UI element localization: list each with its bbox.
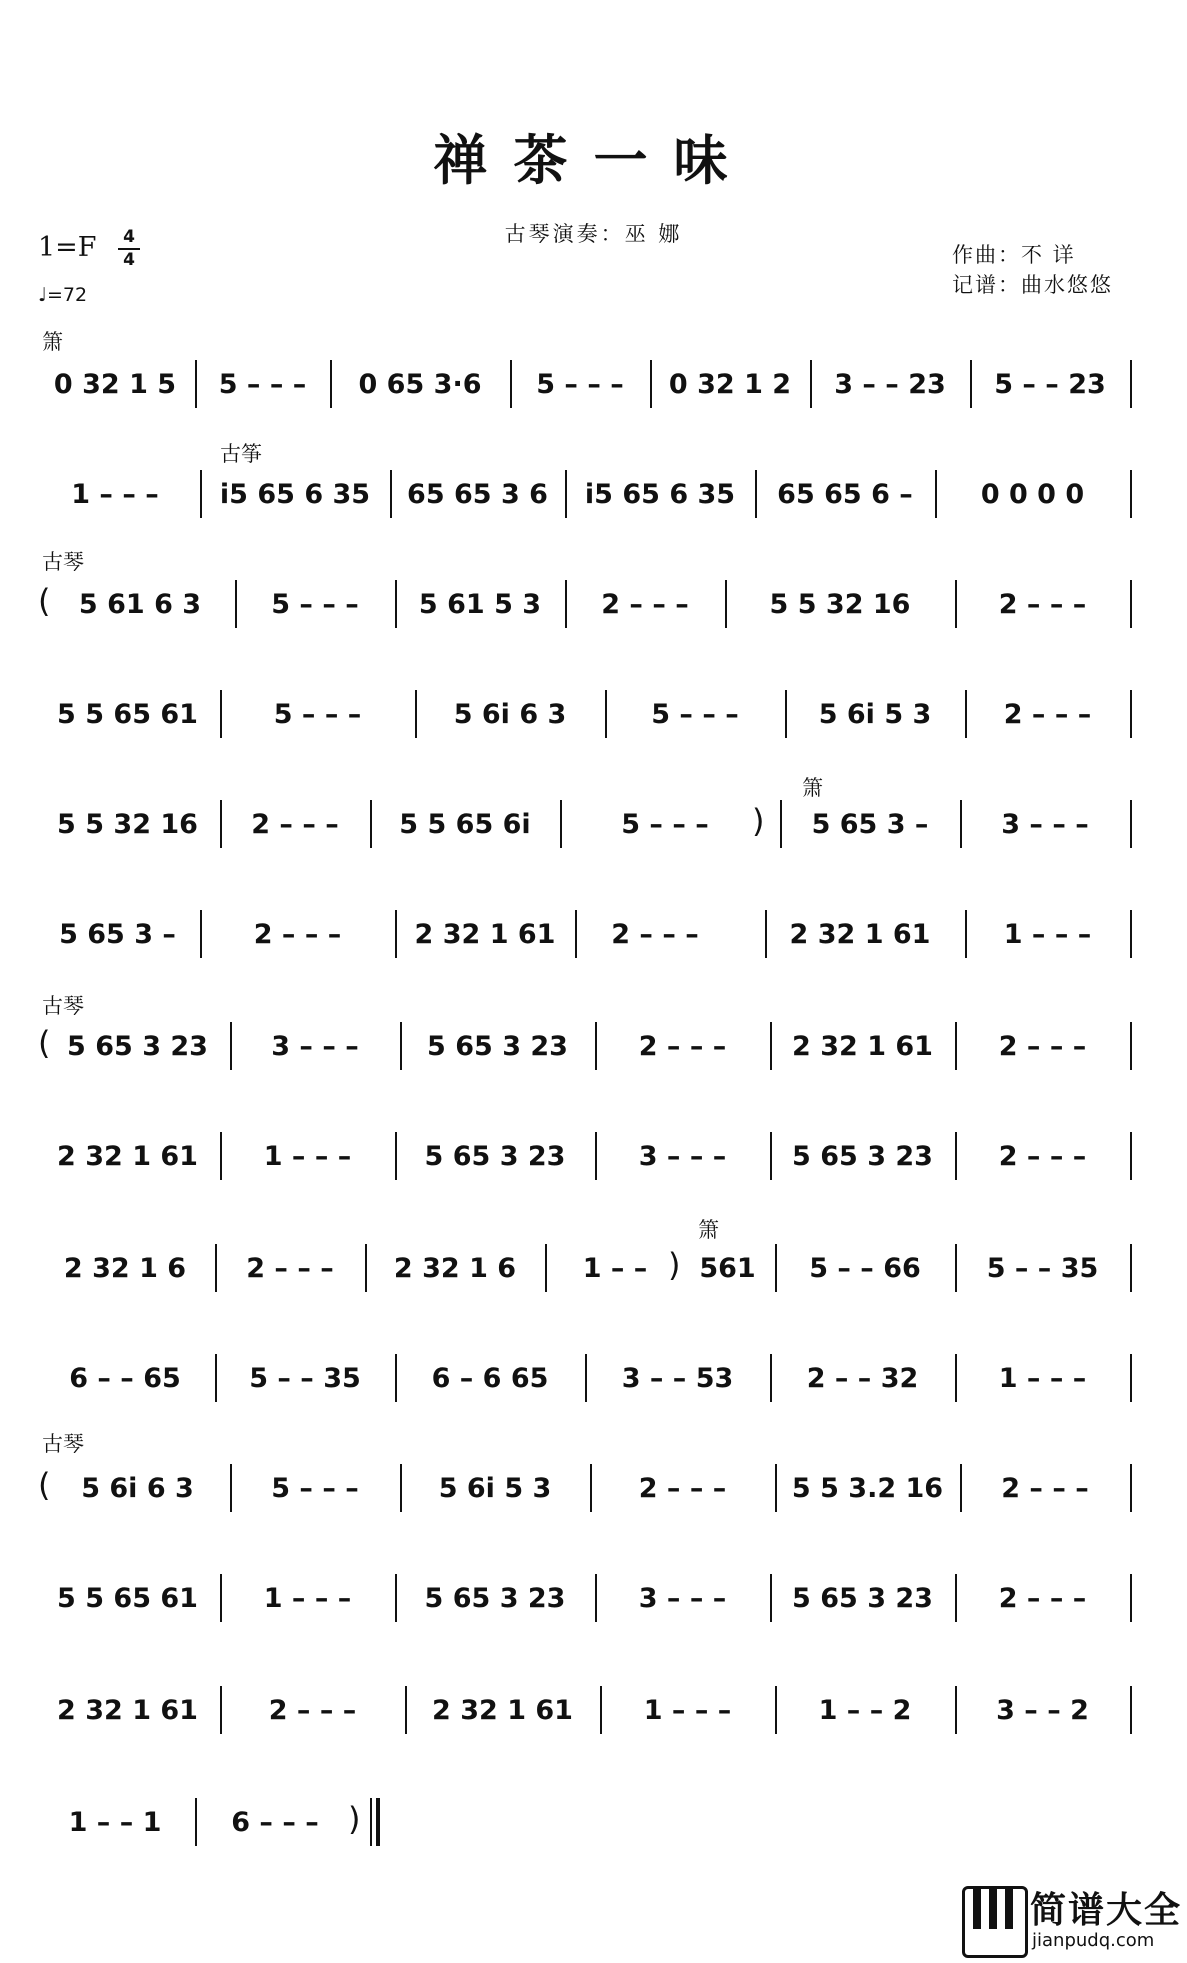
barline [965,910,967,958]
measure: 5 – – 23 [994,368,1106,400]
barline [395,910,397,958]
barline [810,360,812,408]
measure: 1 – – 1 [68,1806,162,1838]
barline [235,580,237,628]
instrument-label-xiao: 箫 [698,1218,719,1242]
barline [575,910,577,958]
measure: 1 – – – [998,1362,1087,1394]
measure: 5 6i 5 3 [438,1472,552,1504]
measure: i5 65 6 35 [219,478,371,510]
measure: 5 65 3 23 [427,1030,568,1062]
barline [775,1244,777,1292]
time-signature [118,228,140,270]
measure: 2 – – – [638,1472,727,1504]
music-row-6 [40,904,1140,964]
measure: 6 – – – [231,1806,319,1838]
meter-top: 4 [123,227,135,247]
barline [775,1686,777,1734]
measure: 2 32 1 61 [789,918,931,950]
measure: 1 – – 2 [818,1694,912,1726]
open-parenthesis: ( [38,582,51,620]
barline [765,910,767,958]
page-title: 禅茶一味 [433,128,754,192]
barline [770,1022,772,1070]
measure: 5 – – – [273,698,362,730]
measure: 5 – – 66 [809,1252,921,1284]
measure: 3 – – – [271,1030,359,1062]
barline [955,1244,957,1292]
barline [330,360,332,408]
close-parenthesis: ) [668,1246,681,1284]
barline [200,910,202,958]
barline [1130,1574,1132,1622]
barline [955,1132,957,1180]
measure: 0 0 0 0 [980,478,1085,510]
tempo-marking: ♩=72 [38,284,88,306]
barline [955,1686,957,1734]
instrument-label-guqin: 古琴 [42,550,84,574]
barline [220,1574,222,1622]
measure: 6 – 6 65 [431,1362,549,1394]
barline [195,360,197,408]
music-row-2 [40,464,1140,524]
measure: 5 – – – [271,1472,359,1504]
measure: 2 – – – [998,1140,1087,1172]
barline [1130,580,1132,628]
barline [770,1132,772,1180]
site-watermark [962,1880,1184,1960]
barline [595,1132,597,1180]
measure: 5 65 3 23 [792,1582,933,1614]
measure: 5 – – – [271,588,359,620]
barline [595,1022,597,1070]
instrument-label-xiao: 箫 [42,330,63,354]
piano-keys-icon [962,1886,1028,1958]
measure: 1 – – – [263,1140,352,1172]
measure: 2 32 1 61 [792,1030,933,1062]
measure: 5 65 3 – [59,918,176,950]
barline [1130,910,1132,958]
barline [595,1574,597,1622]
measure: 5 5 3.2 16 [791,1472,944,1504]
barline [1130,1022,1132,1070]
measure: 5 65 3 23 [424,1140,566,1172]
measure: 0 65 3·6 [358,368,482,400]
measure: 2 – – – [998,588,1087,620]
measure: 5 – – – [621,808,709,840]
barline [395,580,397,628]
measure: 65 65 6 – [777,478,913,510]
barline [200,470,202,518]
measure: 5 65 3 23 [792,1140,933,1172]
measure: 5 65 3 23 [67,1030,208,1062]
measure: 2 – – – [251,808,339,840]
watermark-url: jianpudq.com [1032,1930,1155,1951]
instrument-label-guzheng: 古筝 [220,442,262,466]
instrument-label-xiao: 箫 [802,776,823,800]
barline [415,690,417,738]
measure: 5 61 6 3 [78,588,202,620]
final-barline [370,1798,380,1846]
barline [405,1686,407,1734]
barline [220,690,222,738]
barline [565,580,567,628]
instrument-label-guqin: 古琴 [42,1432,84,1456]
barline [770,1574,772,1622]
barline [395,1354,397,1402]
measure: 2 32 1 6 [63,1252,187,1284]
watermark-name: 简谱大全 [1030,1890,1183,1931]
credits [952,240,1113,300]
music-row-13 [40,1680,1140,1740]
measure: 0 32 1 5 [53,368,177,400]
barline [1130,1686,1132,1734]
barline [605,690,607,738]
measure: 5 – – – [651,698,739,730]
measure: 2 32 1 61 [432,1694,573,1726]
open-parenthesis: ( [38,1466,51,1504]
barline [215,1244,217,1292]
barline [230,1464,232,1512]
barline [220,1686,222,1734]
close-parenthesis: ) [348,1800,361,1838]
meter-bottom: 4 [123,250,135,270]
measure: 0 32 1 2 [668,368,792,400]
measure: 5 – – 35 [986,1252,1099,1284]
open-parenthesis: ( [38,1024,51,1062]
barline [770,1354,772,1402]
barline [775,1464,777,1512]
measure: 5 – – – [536,368,624,400]
barline [960,1464,962,1512]
measure: 3 – – – [638,1582,727,1614]
measure: 5 5 65 61 [57,698,198,730]
barline [195,1798,197,1846]
barline [955,580,957,628]
close-parenthesis: ) [752,802,765,840]
measure: 5 – – 35 [249,1362,361,1394]
barline [395,1574,397,1622]
measure: 5 – – – [218,368,307,400]
music-row-12 [40,1568,1140,1628]
music-row-1 [40,354,1140,414]
barline [390,470,392,518]
music-row-9 [40,1238,1140,1298]
music-row-11 [40,1458,1140,1518]
measure: 5 5 32 16 [769,588,911,620]
performer-line: 古琴演奏：巫 娜 [504,222,683,246]
measure: 3 – – 53 [621,1362,734,1394]
measure: 2 – – – [1003,698,1092,730]
barline [780,800,782,848]
measure: 2 – – – [998,1030,1087,1062]
measure: 1 – – – [643,1694,732,1726]
barline [510,360,512,408]
barline [220,1132,222,1180]
measure: 1 – – [582,1252,648,1284]
music-row-4 [40,684,1140,744]
music-row-3 [40,574,1140,634]
barline [785,690,787,738]
barline [1130,470,1132,518]
measure: 6 – – 65 [69,1362,181,1394]
measure: 2 – – 32 [806,1362,919,1394]
measure-pickup: 561 [699,1252,756,1284]
barline [545,1244,547,1292]
barline [970,360,972,408]
key-signature: 1=F [38,232,97,263]
measure: 2 32 1 61 [414,918,556,950]
measure: 2 – – – [268,1694,357,1726]
barline [565,470,567,518]
barline [600,1686,602,1734]
measure: 5 5 65 6i [399,808,531,840]
barline [1130,1464,1132,1512]
measure: 5 5 32 16 [57,808,198,840]
barline [1130,1132,1132,1180]
instrument-label-guqin: 古琴 [42,994,84,1018]
barline [965,690,967,738]
barline [1130,1244,1132,1292]
barline [220,800,222,848]
measure: 3 – – 2 [996,1694,1089,1726]
barline [1130,800,1132,848]
measure: 1 – – – [71,478,159,510]
barline [725,580,727,628]
measure: 2 32 1 61 [57,1694,198,1726]
measure: i5 65 6 35 [584,478,736,510]
measure: 5 6i 6 3 [81,1472,194,1504]
measure: 3 – – – [638,1140,727,1172]
measure: 3 – – 23 [834,368,946,400]
barline [400,1022,402,1070]
measure: 5 6i 6 3 [453,698,567,730]
measure: 3 – – – [1001,808,1089,840]
measure: 1 – – – [1003,918,1092,950]
barline [650,360,652,408]
music-row-14 [40,1792,1140,1852]
barline [585,1354,587,1402]
measure: 5 65 3 23 [424,1582,566,1614]
barline [230,1022,232,1070]
measure: 2 32 1 6 [393,1252,517,1284]
barline [960,800,962,848]
music-row-7 [40,1016,1140,1076]
barline [755,470,757,518]
music-row-5 [40,794,1140,854]
measure: 5 65 3 – [811,808,929,840]
music-row-10 [40,1348,1140,1408]
measure: 2 – – – [601,588,689,620]
measure: 2 – – – [638,1030,727,1062]
measure: 1 – – – [263,1582,352,1614]
measure: 65 65 3 6 [407,478,548,510]
composer-credit: 作曲：不 详 [952,243,1076,267]
measure: 2 – – – [611,918,699,950]
measure: 2 – – – [998,1582,1087,1614]
measure: 5 61 5 3 [418,588,542,620]
barline [1130,1354,1132,1402]
barline [1130,690,1132,738]
measure: 2 – – – [253,918,342,950]
barline [935,470,937,518]
measure: 5 6i 5 3 [818,698,932,730]
barline [955,1354,957,1402]
transcriber-credit: 记谱：曲水悠悠 [952,273,1113,297]
measure: 5 5 65 61 [57,1582,198,1614]
barline [560,800,562,848]
barline [400,1464,402,1512]
measure: 2 32 1 61 [57,1140,198,1172]
barline [955,1022,957,1070]
measure: 2 – – – [246,1252,334,1284]
barline [365,1244,367,1292]
barline [370,800,372,848]
music-row-8 [40,1126,1140,1186]
measure: 2 – – – [1001,1472,1089,1504]
barline [395,1132,397,1180]
barline [1130,360,1132,408]
barline [590,1464,592,1512]
barline [955,1574,957,1622]
barline [215,1354,217,1402]
